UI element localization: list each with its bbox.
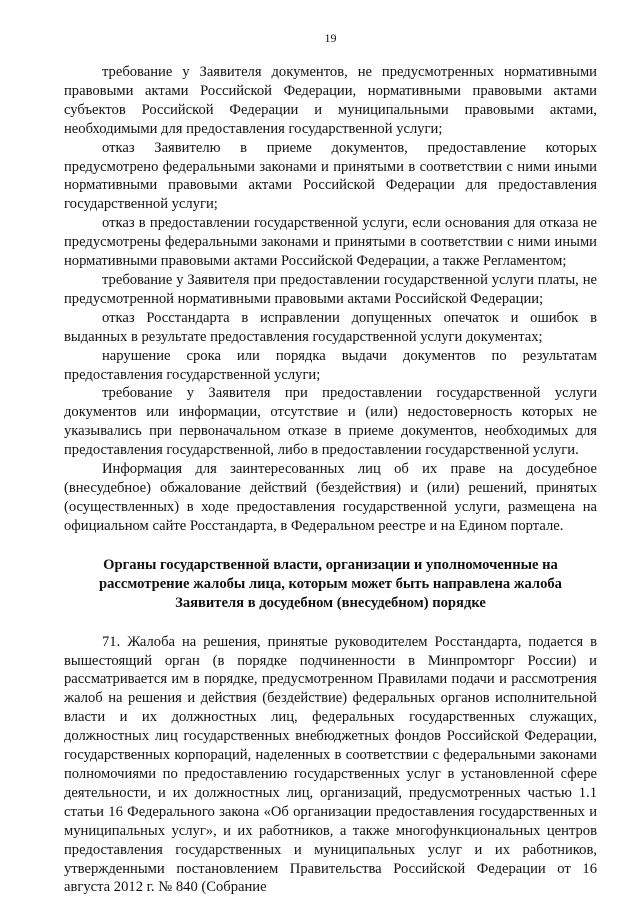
list-item: нарушение срока или порядка выдачи документов по результатам предоставления государственной услуги; [64, 347, 597, 383]
list-item: требование у Заявителя при предоставлении государственной услуги документов или информации, отсутствие и (или) недостоверность которых не указывались при первоначальном отказе в приеме документов, необходимых для предоставления государственной, либо в предоставлении государственной услуги. [64, 385, 597, 459]
list-item: отказ Росстандарта в исправлении допущенных опечаток и ошибок в выданных в результате предоставления государственной услуги документах; [64, 309, 597, 345]
page-number: 19 [324, 31, 337, 45]
list-item: требование у Заявителя документов, не предусмотренных нормативными правовыми актами Российской Федерации, нормативными правовыми актами субъектов Российской Федерации и муниципальными правовыми актами, необходимыми для предоставления государственной услуги; [64, 64, 597, 137]
section-heading: Органы государственной власти, организации и уполномоченные на рассмотрение жалобы лица, которым может быть направлена жалоба Заявителя в досудебном (внесудебном) порядке [99, 556, 562, 611]
list-item: отказ в предоставлении государственной услуги, если основания для отказа не предусмотрены федеральными законами и принятыми в соответствии с ними иными нормативными правовыми актами Российской Федерации, а также Регламентом; [64, 215, 597, 270]
clause-71-paragraph: 71. Жалоба на решения, принятые руководителем Росстандарта, подается в вышестоящий орган (в порядке подчиненности в Минпромторг России) и рассматривается им в порядке, предусмотренном Правилами подачи и рассмотрения жалоб на решения и действия (бездействие) федеральных органов исполнительной власти и их должностных лиц, федеральных государственных служащих, должностных лиц государственных внебюджетных фондов Российской Федерации, государственных корпораций, наделенных в соответствии с федеральными законами полномочиями по предоставлению государственных услуг в установленной сфере деятельности, и их должностных лиц, организаций, предусмотренных частью 1.1 статьи 16 Федерального закона «Об организации предоставления государственных и муниципальных услуг», и их работников, а также многофункциональных центров предоставления государственных и муниципальных услуг и их работников, утвержденными постановлением Правительства Российской Федерации от 16 августа 2012 г. № 840 (Собрание [64, 633, 597, 896]
list-item: отказ Заявителю в приеме документов, предоставление которых предусмотрено федеральными законами и принятыми в соответствии с ними иными нормативными правовыми актами Российской Федерации для предоставления государственной услуги; [64, 139, 597, 213]
info-paragraph: Информация для заинтересованных лиц об их праве на досудебное (внесудебное) обжалование действий (бездействия) и (или) решений, принятых (осуществленных) в ходе предоставления государственной услуги, размещена на официальном сайте Росстандарта, в Федеральном реестре и на Едином портале. [64, 461, 597, 534]
list-item: требование у Заявителя при предоставлении государственной услуги платы, не предусмотренной нормативными правовыми актами Российской Федерации; [64, 271, 597, 307]
document-page [64, 30, 597, 897]
